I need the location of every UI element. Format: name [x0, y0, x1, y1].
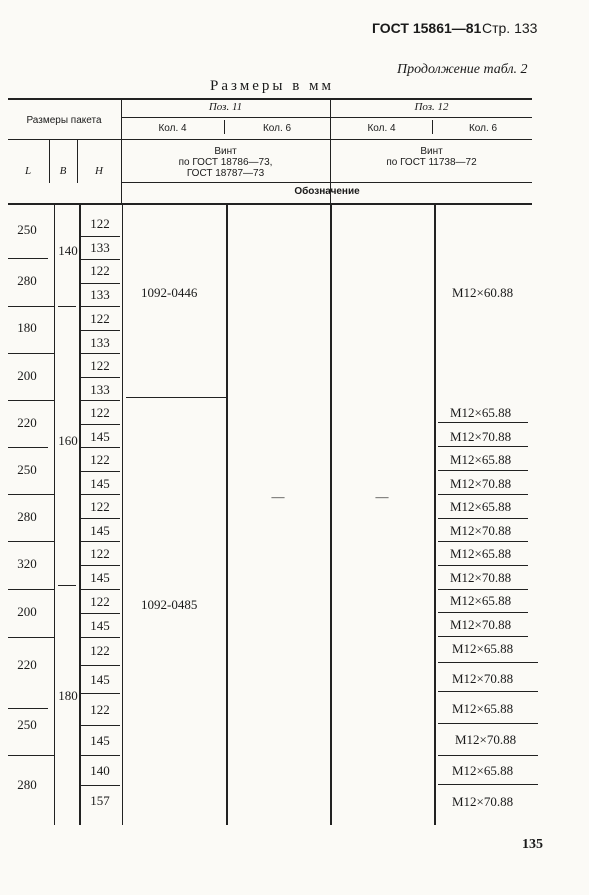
pos12-designation: М12×70.88 [452, 794, 514, 809]
standard-code: ГОСТ 15861—81 [372, 20, 482, 36]
pos12-designation: М12×65.88 [450, 546, 512, 561]
H-value: 145 [90, 476, 110, 491]
H-value: 145 [90, 429, 110, 444]
pos12-designation: М12×65.88 [452, 701, 514, 716]
pos12-designation: М12×65.88 [450, 405, 512, 420]
L-value: 280 [17, 509, 37, 524]
pos12-designation: М12×70.88 [455, 732, 517, 747]
col-group-header: Размеры пакета [26, 115, 102, 126]
pos12-designation: М12×70.88 [450, 570, 512, 585]
H-value: 122 [90, 594, 110, 609]
pos12-header: Поз. 12 [414, 101, 449, 113]
pos11-qty6-header: Кол. 6 [262, 123, 292, 134]
pos12-qty4-header: Кол. 4 [367, 123, 396, 134]
H-value: 122 [90, 311, 110, 326]
L-value: 250 [17, 717, 37, 732]
H-value: 122 [90, 358, 110, 373]
B-value: 160 [58, 433, 78, 448]
units-caption: Размеры в мм [210, 78, 335, 94]
H-value: 145 [90, 618, 110, 633]
col-B-header: B [59, 165, 67, 177]
H-value: 145 [90, 672, 110, 687]
pos11-description: Винт по ГОСТ 18786—73, ГОСТ 18787—73 [178, 146, 273, 179]
H-value: 145 [90, 523, 110, 538]
B-value: 180 [58, 688, 78, 703]
page-label: Стр. 133 [482, 20, 538, 36]
col-L-header: L [24, 165, 32, 177]
H-value: 122 [90, 216, 110, 231]
pos12-designation: М12×70.88 [450, 476, 512, 491]
pos12-description: Винт по ГОСТ 11738—72 [386, 146, 477, 168]
H-value: 122 [90, 546, 110, 561]
L-value: 250 [17, 222, 37, 237]
H-value: 122 [90, 452, 110, 467]
B-value: 140 [58, 243, 78, 258]
L-value: 280 [17, 777, 37, 792]
H-value: 133 [90, 382, 110, 397]
pos12-designation: М12×65.88 [452, 641, 514, 656]
empty-dash: — [375, 489, 389, 504]
H-value: 157 [90, 793, 110, 808]
H-value: 122 [90, 643, 110, 658]
pos11-designation: 1092-0485 [141, 597, 198, 612]
page-number: 135 [522, 837, 543, 852]
pos11-qty4-header: Кол. 4 [158, 123, 187, 134]
pos11-header: Поз. 11 [208, 101, 243, 113]
L-value: 250 [17, 462, 37, 477]
H-value: 145 [90, 733, 110, 748]
H-value: 140 [90, 763, 110, 778]
L-value: 320 [17, 556, 37, 571]
pos12-designation: М12×65.88 [450, 452, 512, 467]
L-value: 200 [17, 604, 37, 619]
L-value: 220 [17, 657, 37, 672]
H-value: 145 [90, 570, 110, 585]
pos12-designation: М12×65.88 [450, 593, 512, 608]
pos12-qty6-header: Кол. 6 [468, 123, 498, 134]
pos12-designation: М12×70.88 [452, 671, 514, 686]
designation-header: Обозначение [294, 186, 360, 197]
H-value: 122 [90, 499, 110, 514]
L-value: 200 [17, 368, 37, 383]
pos12-designation: М12×70.88 [450, 429, 512, 444]
col-H-header: H [95, 165, 103, 177]
table-continuation: Продолжение табл. 2 [397, 62, 528, 77]
pos12-designation: М12×65.88 [452, 763, 514, 778]
pos11-designation: 1092-0446 [141, 285, 198, 300]
H-value: 122 [90, 263, 110, 278]
pos12-designation: М12×65.88 [450, 499, 512, 514]
pos12-designation: М12×70.88 [450, 617, 512, 632]
empty-dash: — [271, 489, 285, 504]
H-value: 133 [90, 287, 110, 302]
L-value: 180 [17, 320, 37, 335]
pos12-designation: М12×60.88 [452, 285, 514, 300]
H-value: 133 [90, 240, 110, 255]
L-value: 280 [17, 273, 37, 288]
H-value: 133 [90, 335, 110, 350]
L-value: 220 [17, 415, 37, 430]
H-value: 122 [90, 702, 110, 717]
pos12-designation: М12×70.88 [450, 523, 512, 538]
H-value: 122 [90, 405, 110, 420]
